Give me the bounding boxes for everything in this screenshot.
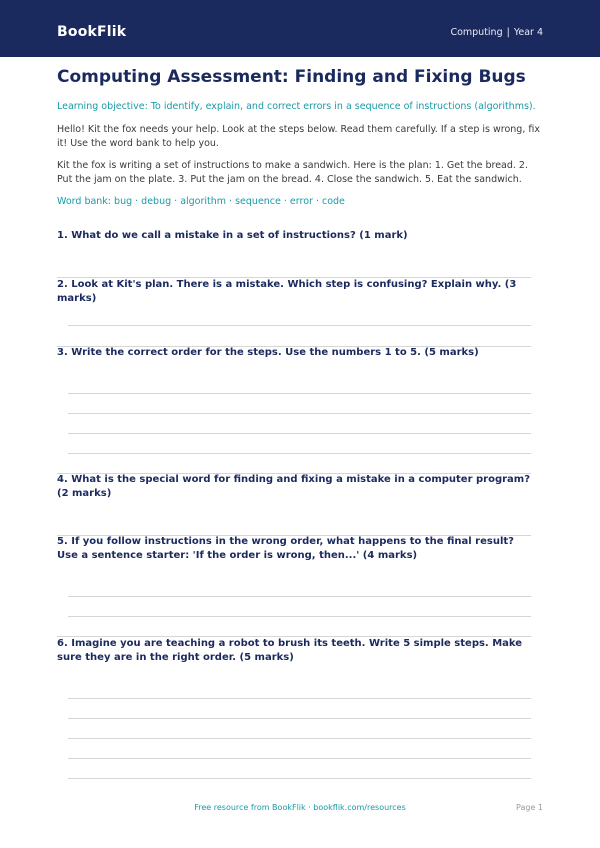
answer-line[interactable] [68,698,531,699]
year-label: Year 4 [513,27,543,38]
answer-line[interactable] [68,738,531,739]
answer-line[interactable] [68,325,531,326]
question-3: 3. Write the correct order for the steps. Use the numbers 1 to 5. (5 marks) [57,347,479,358]
answer-line[interactable] [68,616,531,617]
word-bank: Word bank: bug · debug · algorithm · sequence · error · code [57,196,345,207]
answer-line[interactable] [68,413,531,414]
brand-logo[interactable]: BookFlik [57,24,127,40]
question-4: 4. What is the special word for finding and fixing a mistake in a computer program? (2 marks) [57,474,531,499]
intro-text: Hello! Kit the fox needs your help. Look at the steps below. Read them carefully. If a step is wrong, fix it! Use the word bank to help you. [57,124,540,149]
scenario-text: Kit the fox is writing a set of instructions to make a sandwich. Here is the plan: 1. Get the bread. 2. Put the jam on the plate. 3. Put the jam on the bread. 4. Close the sandwich. 5. Eat the sandwich. [57,160,528,185]
learning-objective: Learning objective: To identify, explain, and correct errors in a sequence of instructions (algorithms). [57,101,536,112]
meta-separator: | [506,27,510,38]
answer-line[interactable] [68,433,531,434]
answer-line[interactable] [68,596,531,597]
question-6: 6. Imagine you are teaching a robot to brush its teeth. Write 5 simple steps. Make sure they are in the right order. (5 marks) [57,638,523,663]
subject-label: Computing [450,27,503,38]
header-meta [450,27,543,38]
page-number: Page 1 [516,803,543,812]
question-5: 5. If you follow instructions in the wrong order, what happens to the final result? Use a sentence starter: 'If the order is wrong, then...' (4 marks) [57,536,514,561]
answer-line[interactable] [68,758,531,759]
answer-line[interactable] [68,778,531,779]
footer-credit[interactable]: Free resource from BookFlik · bookflik.com/resources [194,803,406,812]
question-2: 2. Look at Kit's plan. There is a mistake. Which step is confusing? Explain why. (3 marks) [57,279,517,304]
answer-line[interactable] [68,393,531,394]
page-header [0,0,600,57]
page-title: Computing Assessment: Finding and Fixing Bugs [57,67,526,87]
answer-line[interactable] [68,453,531,454]
answer-line[interactable] [68,718,531,719]
intro-section [57,66,543,209]
question-1: 1. What do we call a mistake in a set of instructions? (1 mark) [57,230,408,241]
